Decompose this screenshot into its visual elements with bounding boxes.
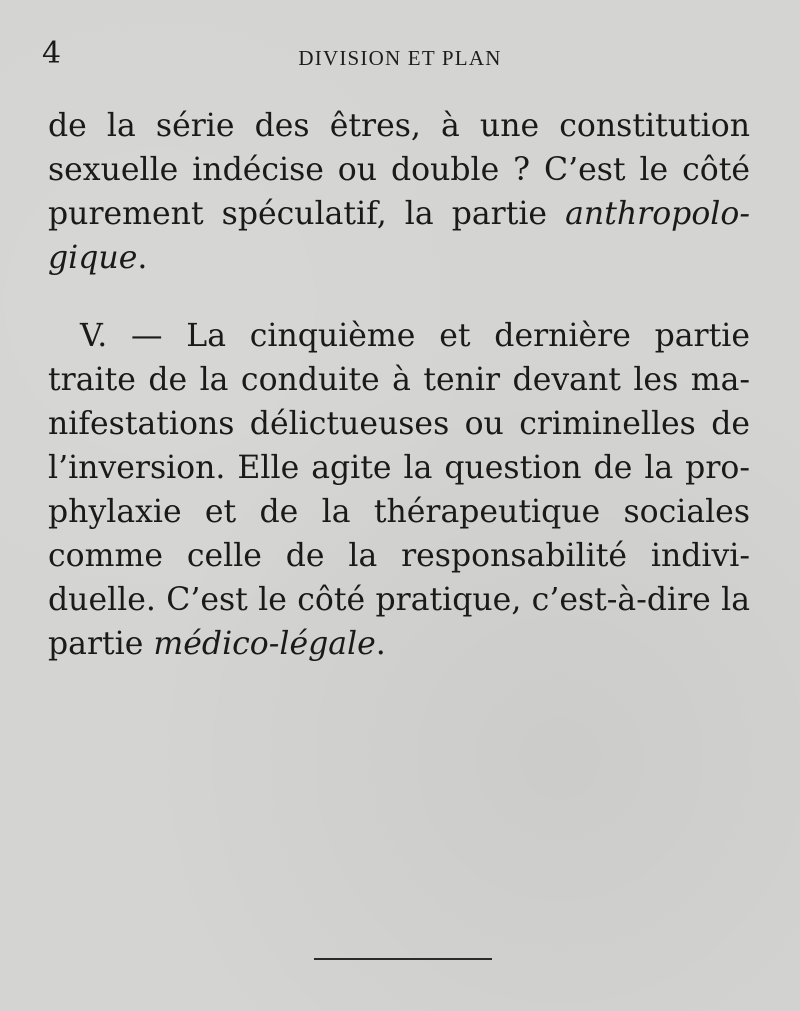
text-line: nifestations délictueuses ou criminelles de (48, 406, 750, 442)
running-head: DIVISION ET PLAN (298, 46, 502, 70)
text-line (48, 192, 750, 236)
text-span: partie (48, 626, 154, 662)
text-line: comme celle de la responsabilité indivi- (48, 538, 750, 574)
page-number: 4 (42, 36, 62, 71)
italic-term: médico-légale (153, 626, 376, 662)
text-line: l’inversion. Elle agite la question de la pro- (48, 450, 750, 486)
text-line: de la série des êtres, à une constitution (48, 108, 750, 144)
text-line: phylaxie et de la thérapeutique sociales (48, 494, 750, 530)
text-line: V. — La cinquième et dernière partie (80, 318, 750, 354)
text-line (48, 622, 750, 666)
text-span: . (137, 240, 148, 276)
text-line: traite de la conduite à tenir devant les ma- (48, 362, 750, 398)
section-end-rule (314, 958, 492, 960)
text-line: sexuelle indécise ou double ? C’est le côté (48, 152, 750, 188)
text-span: purement spéculatif, la partie (48, 196, 566, 232)
text-line: duelle. C’est le côté pratique, c’est-à-dire la (48, 582, 750, 618)
italic-term: anthropolo- (565, 196, 750, 232)
italic-term: gique (48, 240, 138, 276)
text-line (48, 236, 750, 280)
text-span: . (375, 626, 386, 662)
